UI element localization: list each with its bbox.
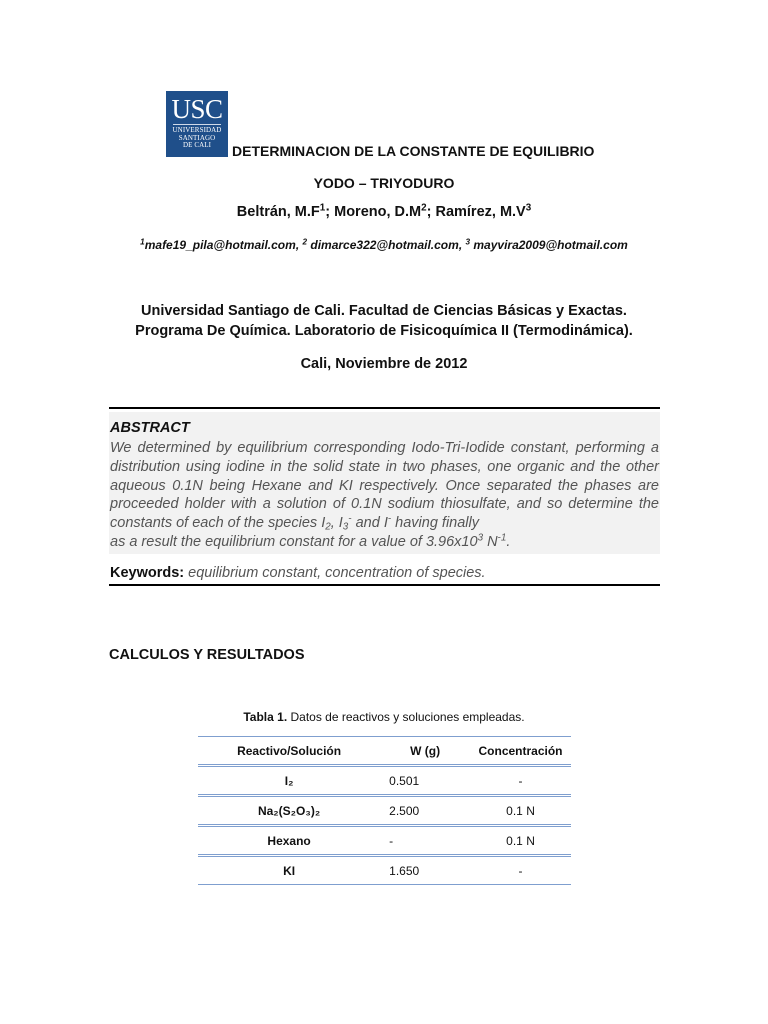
paper-subtitle: YODO – TRIYODURO [313,175,455,191]
email-3: $^3$ mayvira2009@hotmail.com [465,237,628,252]
logo-line-2: SANTIAGO [178,133,216,142]
table-row [198,796,571,826]
abstract-top-divider [109,407,660,409]
species-i2: $I_2$ [321,515,331,533]
reagents-table [198,736,571,885]
cell-reactivo: Na₂(S₂O₃)₂ [257,803,321,818]
header-reactivo: Reactivo/Solución [237,743,342,758]
email-1: $^1$mafe19_pila@hotmail.com, [140,237,303,252]
logo-abbrev: USC [171,94,223,124]
logo-line-3: DE CALI [182,141,212,149]
logo-line-1: UNIVERSIDAD [172,126,222,134]
table-row [198,826,571,856]
keywords-text: equilibrium constant, concentration of species. [184,565,486,581]
cell-reactivo: Hexano [267,833,311,848]
table-header-row [198,737,571,766]
author-2: Moreno, $D.M^2$; [334,202,436,220]
section-title: CALCULOS Y RESULTADOS [109,647,305,663]
abstract-heading: ABSTRACT [110,420,190,436]
header-concentracion: Concentración [478,743,563,758]
cell-reactivo: I₂ [284,773,294,788]
abstract-bottom-divider [109,584,660,586]
publication-date: Cali, Noviembre de 2012 [300,356,468,372]
cell-reactivo: KI [283,863,296,878]
abstract-result-line: as a result the equilibrium constant for a value of $3.96x10^3$ $N^{-1}$. [110,532,511,550]
affiliation-line-2: Programa De Química. Laboratorio de Fisicoquímica II (Termodinámica). [135,323,633,339]
affiliation-line-1: Universidad Santiago de Cali. Facultad de Ciencias Básicas y Exactas. [141,303,627,319]
species-i3: $I_3^-$ [338,513,352,533]
author-list [0,204,768,220]
table-caption: Tabla 1. Datos de reactivos y soluciones empleadas. [243,710,525,724]
table-row [198,766,571,796]
cell-conc: - [518,773,523,788]
keywords [110,565,486,581]
cell-conc: - [518,863,523,878]
cell-w: - [389,833,394,848]
cell-w: 0.501 [389,773,420,788]
cell-conc: 0.1 N [506,803,535,818]
cell-w: 2.500 [389,803,420,818]
keywords-label: Keywords: [110,565,185,581]
abstract-body: We determined by equilibrium corresponding Iodo-Tri-Iodide constant, performing a distribution using iodine in the solid state in two phases, one organic and the other aqueous 0.1N being Hexane and KI respectively. Once separated the phases are proceeded holder with a solution of 0.1N sodium thiosulfate, and so determine the constants of each of the species $I_2$, $I_3^-$ and I- having finally as a result the equilibrium constant for a value of $3.96x10^3$ $N^{-1}$. [110,440,659,550]
university-logo [166,91,228,157]
author-1: Beltrán, $M.F^1$; [236,202,335,220]
table-row [198,856,571,885]
email-list [0,238,768,252]
author-3: Ramírez, $M.V^3$ [435,202,532,220]
paper-title: DETERMINACION DE LA CONSTANTE DE EQUILIBRIO [232,143,595,159]
header-w: W (g) [410,743,441,758]
species-iodide: I- [383,513,392,532]
cell-w: 1.650 [389,863,420,878]
logo-divider [173,124,221,125]
cell-conc: 0.1 N [506,833,535,848]
email-2: $^2$ dimarce322@hotmail.com, [302,237,466,252]
